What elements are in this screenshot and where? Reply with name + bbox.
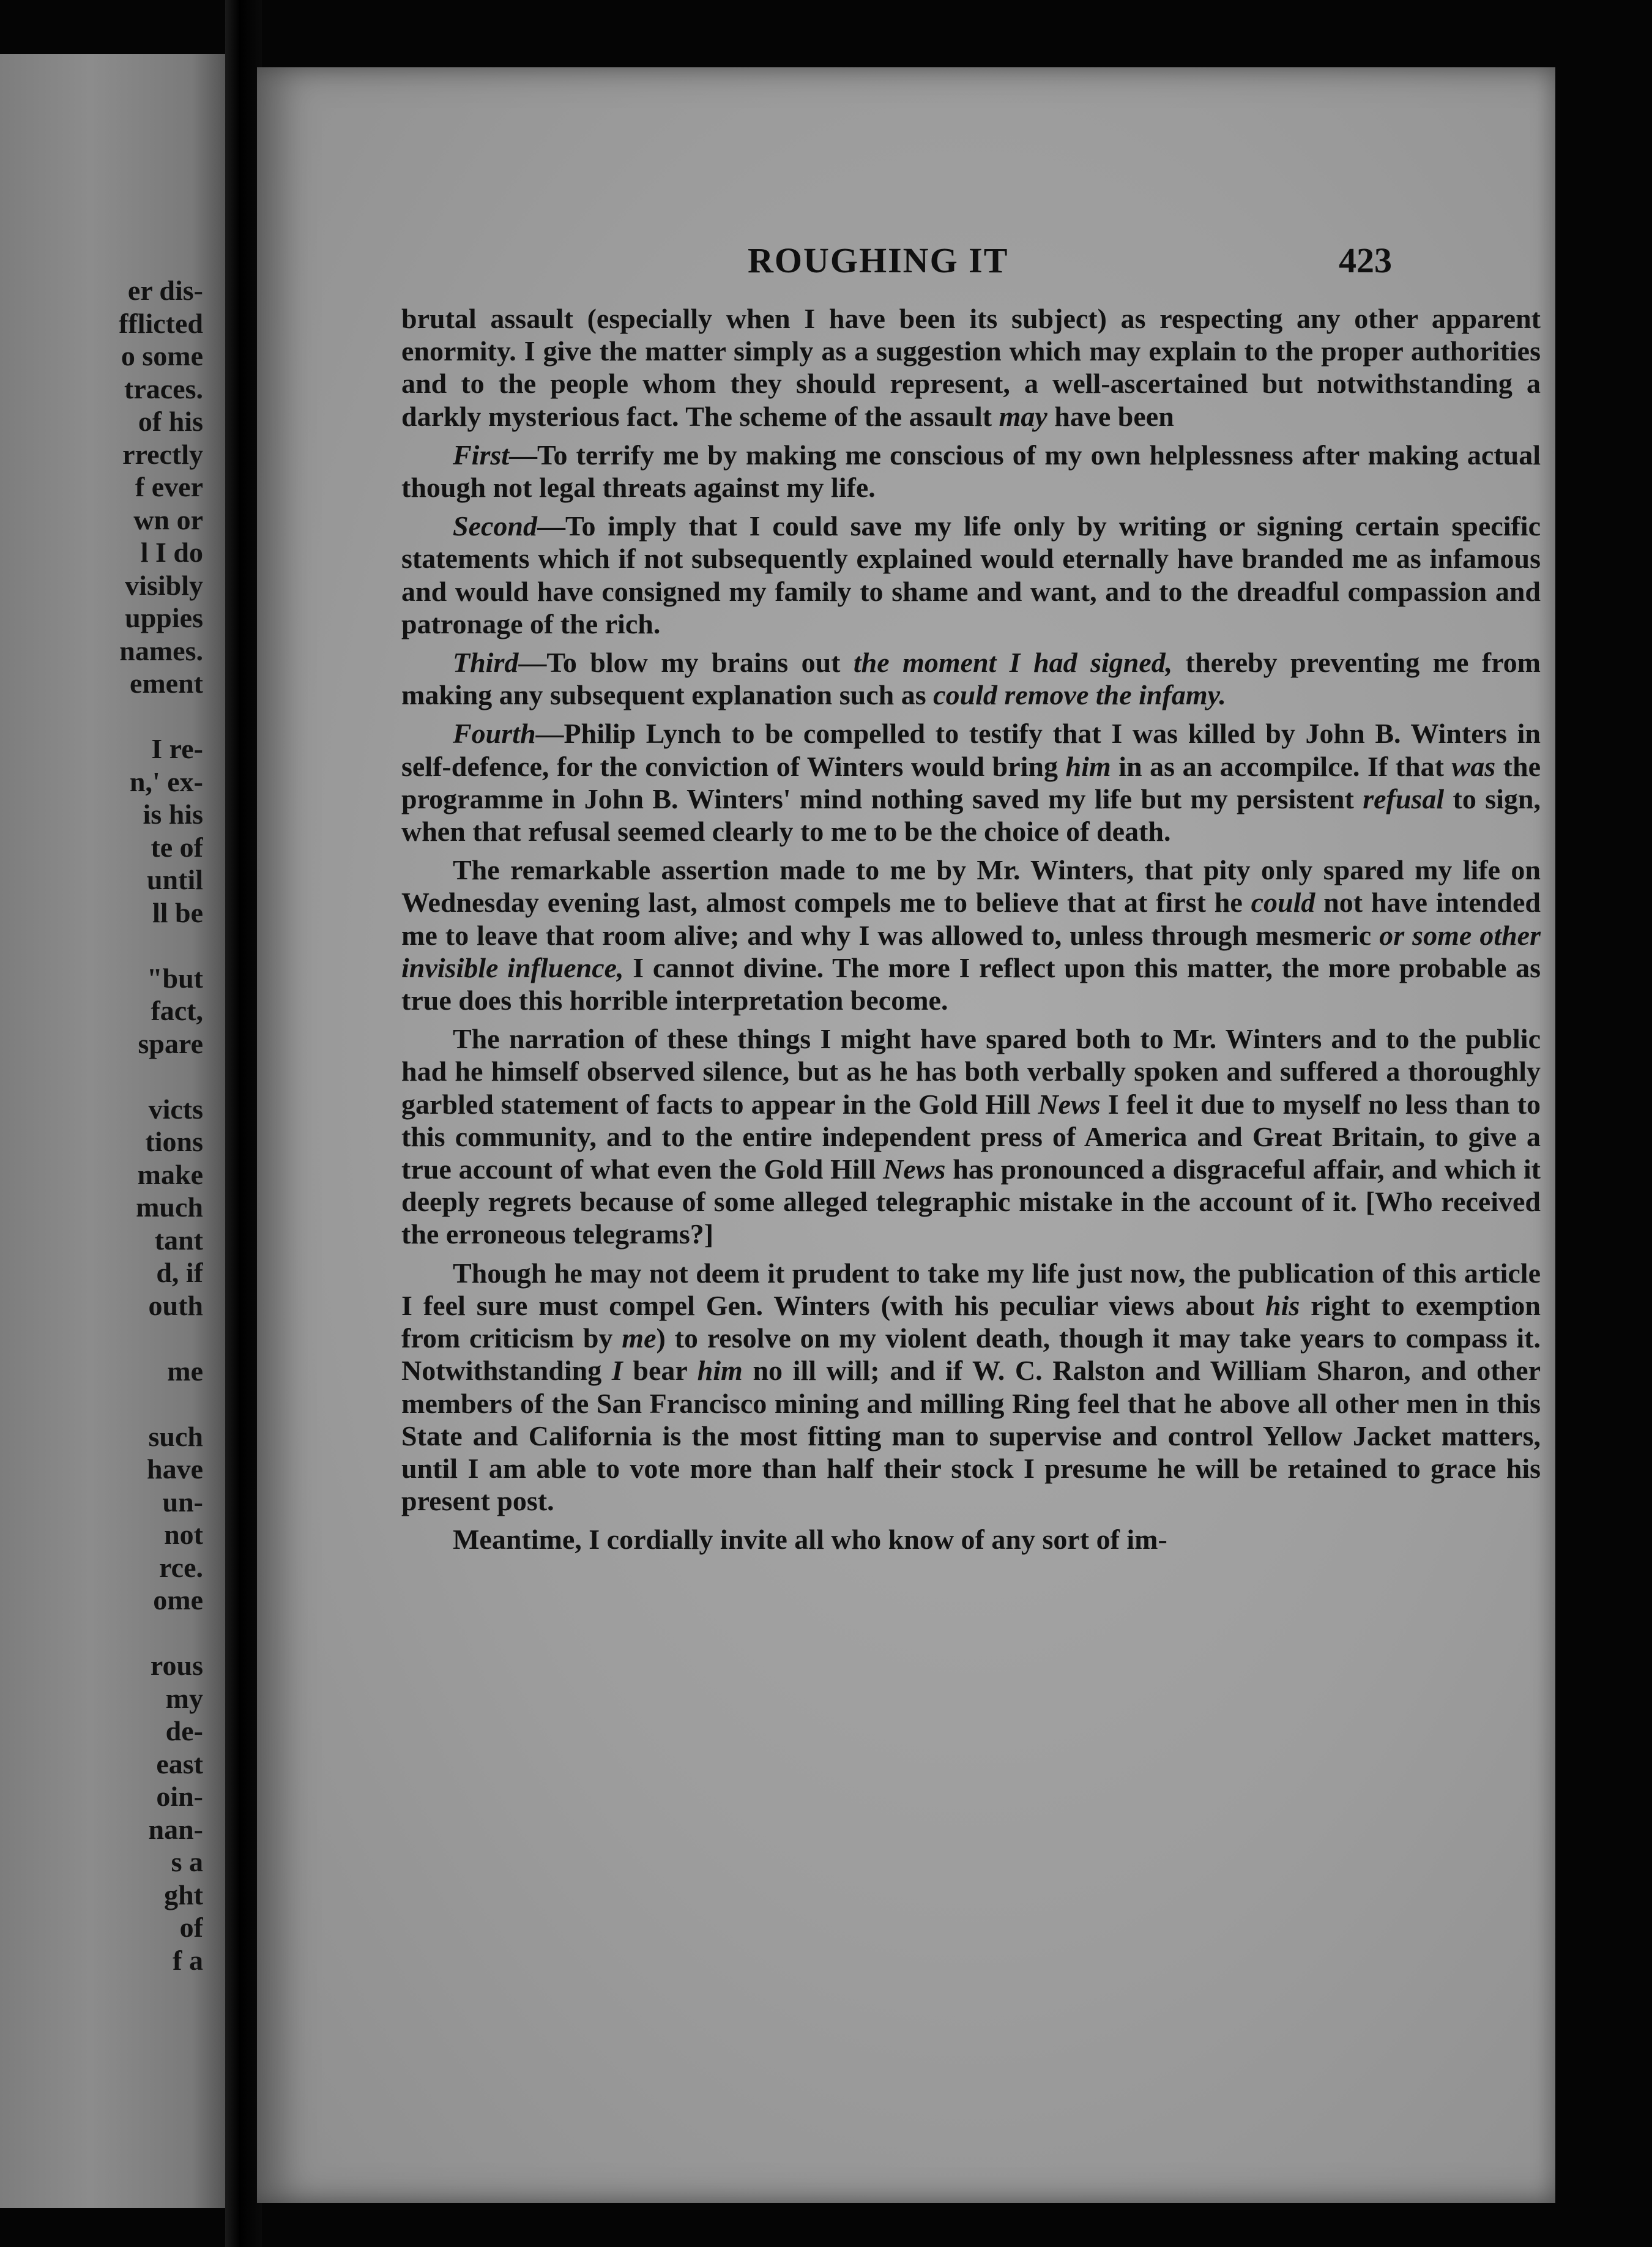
italic-run: his [1265,1289,1300,1321]
facing-page-gap [1,1060,203,1093]
facing-page-line: visibly [125,569,203,601]
italic-run: him [1065,750,1111,782]
facing-page-line: victs [148,1093,203,1125]
text-run: I feel it due to myself no less than to this community, and to the entire independent press of America and Great Britain, to give a true account of what even the Gold Hill [401,1088,1541,1185]
facing-page-line: fflicted [119,307,203,339]
text-run: thereby preventing me from making any subsequent explanation such as [401,647,1541,711]
facing-page-line: o some [121,340,203,371]
facing-page-line: rce. [159,1551,203,1583]
book-page [257,67,1555,2203]
facing-page-gap [1,700,203,733]
facing-page-line: er dis- [127,275,203,306]
facing-page-line: un- [162,1486,203,1518]
facing-page-line: east [156,1748,203,1779]
text-run: The narration of these things I might have spared both to Mr. Winters and to the public had he himself observed silence, but as he has both verbally spoken and suffered a thoroughly garbled statement of facts to appear in the Gold Hill [401,1023,1541,1120]
italic-run: could remove the infamy. [933,679,1226,711]
text-run: the programme in John B. Winters' mind nothing saved my life but my persistent [401,750,1541,814]
facing-page-line: uppies [125,602,203,633]
text-run: right to exemption from criticism by [401,1289,1541,1354]
paragraph [401,1257,1541,1518]
paragraph [401,439,1541,504]
paragraph [401,510,1541,640]
facing-page-line: s a [171,1846,203,1877]
facing-page-line: rrectly [122,438,203,470]
facing-page-line: not [164,1519,203,1550]
facing-page-line: I re- [151,733,203,764]
page-number: 423 [1339,240,1392,280]
italic-run: may [999,400,1047,432]
facing-page-line: wn or [133,504,203,535]
facing-page-line: until [146,864,203,895]
italic-run: or some other invisible influence, [401,919,1541,983]
paragraph [401,646,1541,711]
facing-page-line: te of [151,831,203,863]
text-run: Though he may not deem it prudent to take my life just now, the publication of this article I feel sure must compel Gen. Winters (with his peculiar views about [401,1257,1541,1321]
text-run: —Philip Lynch to be compelled to testify that I was killed by John B. Winters in self-defence, for the conviction of Winters would bring [401,718,1541,782]
facing-page-line: names. [119,635,203,666]
facing-page-line: f a [173,1944,203,1976]
facing-page-line: traces. [124,373,203,404]
facing-page-line: "but [146,962,203,994]
facing-page-line: de- [165,1715,203,1746]
text-run: ) to resolve on my violent death, though it may take years to compass it. Notwithstanding [401,1322,1541,1387]
text-run: —To blow my brains out [518,647,854,679]
facing-page-line: my [165,1682,203,1714]
page-body-text [401,302,1541,1556]
text-run: bear [622,1355,698,1387]
facing-page-text-fragments [1,274,203,1977]
italic-run: him [697,1355,743,1387]
facing-page-gap [1,1322,203,1355]
facing-page-line: outh [148,1289,203,1321]
text-run: —To terrify me by making me conscious of my own helplessness after making actual though not legal threats against my life. [401,439,1541,504]
facing-page-line: ement [129,668,203,699]
facing-page-line: nan- [148,1813,203,1845]
facing-page-line: ome [153,1584,203,1615]
book-gutter [225,0,262,2247]
facing-page-edge [0,54,225,2208]
paragraph [401,302,1541,433]
facing-page-line: ght [164,1879,203,1910]
italic-run: Second [453,510,537,542]
text-run: to sign, when that refusal seemed clearly to me to be the choice of death. [401,783,1541,848]
facing-page-gap [1,1387,203,1420]
text-run: no ill will; and if W. C. Ralston and William Sharon, and other members of the San Francisco mining and milling Ring feel that he above all other men in this State and California is the most fitting man to supervise and control Yellow Jacket matters, until I am able to vote more than half their stock I presume he will be retained to grace his present post. [401,1355,1541,1517]
facing-page-line: make [137,1158,203,1190]
facing-page-line: spare [138,1027,203,1059]
paragraph [401,1523,1541,1556]
facing-page-gap [1,1617,203,1650]
facing-page-line: rous [150,1650,203,1681]
italic-run: News [883,1153,946,1185]
italic-run: could [1251,887,1315,919]
italic-run: Third [453,647,519,679]
facing-page-line: is his [143,799,203,830]
italic-run: Fourth [453,718,536,750]
facing-page-line: of [179,1912,203,1943]
facing-page-line: d, if [156,1257,203,1288]
text-run: Meantime, I cordially invite all who know of any sort of im- [453,1524,1167,1556]
facing-page-line: of his [138,406,203,437]
facing-page-line: fact, [151,995,203,1026]
facing-page-line: much [136,1191,203,1223]
facing-page-line: oin- [156,1781,203,1812]
text-run: have been [1047,400,1174,432]
text-run: has pronounced a disgraceful affair, and which it deeply regrets because of some alleged telegraphic mistake in the account of it. [Who received the erroneous telegrams?] [401,1153,1541,1250]
facing-page-line: tant [154,1224,203,1256]
facing-page-line: have [147,1453,203,1485]
paragraph [401,717,1541,848]
running-head-title: ROUGHING IT [748,240,1009,280]
italic-run: me [622,1322,657,1354]
text-run: brutal assault (especially when I have been its subject) as respecting any other apparent enormity. I give the matter simply as a suggestion which may explain to the proper authorities and to the people whom they should represent, a well-ascertained but notwithstanding a darkly mysterious fact. The scheme of the assault [401,303,1541,432]
text-run: —To imply that I could save my life only by writing or signing certain specific statements which if not subsequently explained would eternally have branded me as infamous and would have consigned my family to shame and want, and to the dreadful compassion and patronage of the rich. [401,510,1541,639]
paragraph [401,1023,1541,1250]
facing-page-line: l I do [140,537,203,568]
text-run: I cannot divine. The more I reflect upon this matter, the more probable as true does this horrible interpretation become. [401,952,1541,1016]
facing-page-line: tions [145,1126,203,1157]
facing-page-line: such [148,1420,203,1452]
facing-page-line: ll be [152,896,203,928]
text-run: in as an accompilce. If that [1111,750,1452,782]
facing-page-line: me [167,1355,203,1387]
italic-run: the moment I had signed, [853,647,1173,679]
text-run: The remarkable assertion made to me by Mr. Winters, that pity only spared my life on Wednesday evening last, almost compels me to believe that at first he [401,854,1541,919]
facing-page-gap [1,929,203,962]
facing-page-line: f ever [135,471,203,502]
italic-run: was [1451,750,1496,782]
text-run: not have intended me to leave that room alive; and why I was allowed to, unless through mesmeric [401,887,1541,951]
italic-run: First [453,439,510,471]
paragraph [401,854,1541,1016]
italic-run: News [1038,1088,1101,1120]
facing-page-line: n,' ex- [129,766,203,797]
italic-run: refusal [1363,783,1445,814]
italic-run: I [611,1355,623,1387]
